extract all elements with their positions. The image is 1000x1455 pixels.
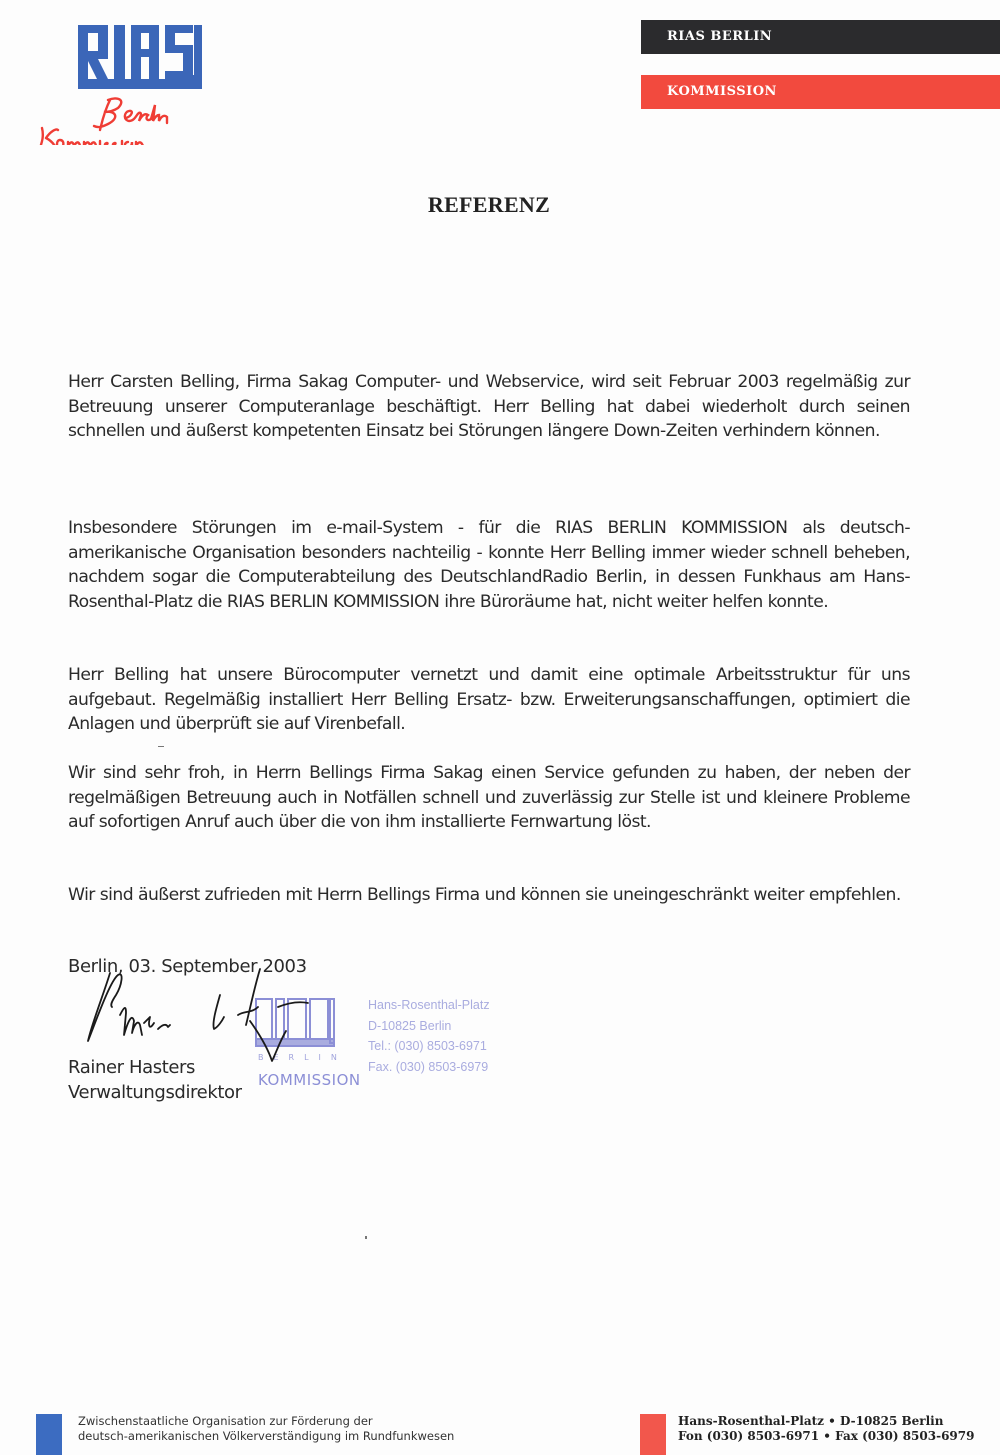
footer-blue-bar <box>36 1414 62 1455</box>
paragraph-1-text: Herr Carsten Belling, Firma Sakag Computer- und Webservice, wird seit Februar 2003 regelmäßig zur Betreuung unserer Computeranlage beschäftigt. Herr Belling hat dabei wiederholt durch seinen schnellen und äußerst kompetenten Einsatz bei Störungen längere Down-Zeiten verhindern können. <box>68 372 910 441</box>
stamp-address-line: Hans-Rosenthal-Platz <box>368 998 490 1012</box>
footer-red-bar <box>640 1414 666 1455</box>
rias-berlin-kommission-logo <box>34 20 234 145</box>
paragraph-3 <box>68 663 910 737</box>
paragraph-2 <box>68 516 910 614</box>
paragraph-5-text: Wir sind äußerst zufrieden mit Herrn Bellings Firma und können sie uneingeschränkt weiter empfehlen. <box>68 885 901 905</box>
paragraph-4 <box>68 761 910 835</box>
stamp-kommission-label: KOMMISSION <box>258 1071 361 1089</box>
stamp-address-line: D-10825 Berlin <box>368 1018 452 1033</box>
paragraph-4-text: Wir sind sehr froh, in Herrn Bellings Firma Sakag einen Service gefunden zu haben, der neben der regelmäßigen Betreuung auch in Notfällen schnell und zuverlässig zur Stelle ist und kleinere Probleme auf sofortigen Anruf auch über die von ihm installierte Fernwartung löst. <box>68 763 910 832</box>
rias-logo-graphic <box>34 20 234 145</box>
berlin-kommission-script <box>40 98 167 145</box>
signatory <box>68 1055 242 1105</box>
footer-phone-fax: Fon (030) 8503-6971 • Fax (030) 8503-6979 <box>678 1429 975 1443</box>
document-title: REFERENZ <box>427 192 551 217</box>
signatory-title: Verwaltungsdirektor <box>68 1082 242 1103</box>
footer-left-line: Zwischenstaatliche Organisation zur Förderung der <box>78 1414 373 1428</box>
footer-left-line: deutsch-amerikanischen Völkerverständigung im Rundfunkwesen <box>78 1429 455 1443</box>
scan-mark <box>158 746 164 747</box>
footer-address: Hans-Rosenthal-Platz • D-10825 Berlin <box>678 1414 944 1428</box>
stamp-berlin-label: BERLIN <box>258 1053 347 1062</box>
paragraph-1 <box>68 370 910 444</box>
stamp-address-line: Tel.: (030) 8503-6971 <box>368 1039 487 1053</box>
footer-organization-description <box>78 1414 454 1444</box>
scan-mark <box>365 1236 367 1239</box>
place-date: Berlin, 03. September 2003 <box>68 956 307 977</box>
letterhead-band-kommission: KOMMISSION <box>641 75 1000 109</box>
paragraph-3-text: Herr Belling hat unsere Bürocomputer vernetzt und damit eine optimale Arbeitsstruktur für uns aufgebaut. Regelmäßig installiert Herr Belling Ersatz- bzw. Erweiterungsanschaffungen, optimiert die Anlagen und überprüft sie auf Virenbefall. <box>68 665 910 734</box>
stamp-address-line: Fax. (030) 8503-6979 <box>368 1059 489 1074</box>
signatory-name: Rainer Hasters <box>68 1057 196 1078</box>
letterhead-band-rias-berlin: RIAS BERLIN <box>641 20 1000 54</box>
footer-contact <box>678 1414 974 1444</box>
handwritten-signature <box>80 965 370 1065</box>
paragraph-2-text: Insbesondere Störungen im e-mail-System - für die RIAS BERLIN KOMMISSION als deutsch-amerikanische Organisation besonders nachteilig - konnte Herr Belling immer wieder schnell beheben, nachdem sogar die Computerabteilung des DeutschlandRadio Berlin, in dessen Funkhaus am Hans-Rosenthal-Platz die RIAS BERLIN KOMMISSION ihre Büroräume hat, nicht weiter helfen konnte. <box>68 518 910 612</box>
rias-wordmark <box>78 25 202 89</box>
paragraph-5 <box>68 883 910 908</box>
stamp-address <box>368 995 490 1077</box>
